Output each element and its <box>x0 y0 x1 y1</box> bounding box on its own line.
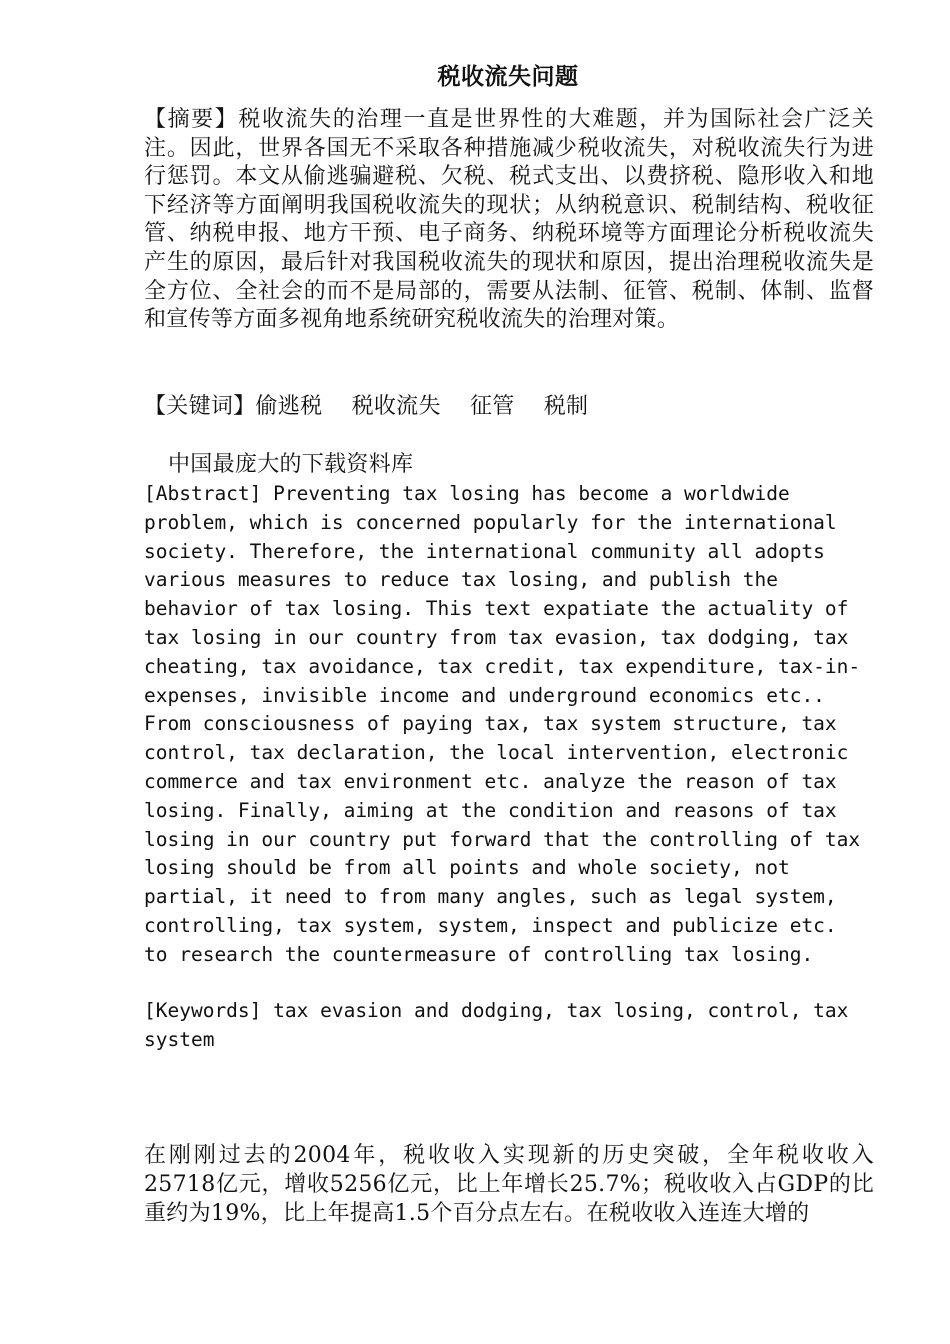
chinese-keywords: 【关键词】偷逃税 税收流失 征管 税制 <box>144 394 589 419</box>
english-keywords: [Keywords] tax evasion and dodging, tax losing, control, tax system <box>144 999 849 1051</box>
chinese-abstract: 【摘要】税收流失的治理一直是世界性的大难题，并为国际社会广泛关注。因此，世界各国无不采取各种措施减少税收流失，对税收流失行为进行惩罚。本文从偷逃骗避税、欠税、税式支出、以费挤税、隐形收入和地下经济等方面阐明我国税收流失的现状；从纳税意识、税制结构、税收征管、纳税申报、地方干预、电子商务、纳税环境等方面理论分析税收流失产生的原因，最后针对我国税收流失的现状和原因，提出治理税收流失是全方位、全社会的而不是局部的，需要从法制、征管、税制、体制、监督和宣传等方面多视角地系统研究税收流失的治理对策。 <box>144 107 874 333</box>
download-slogan: 中国最庞大的下载资料库 <box>168 452 414 477</box>
document-title: 税收流失问题 <box>437 63 579 90</box>
english-abstract: [Abstract] Preventing tax losing has become a worldwide problem, which is concerned popularly for the international society. Therefore, the international community all adopts various measures to reduce tax losing, and publish the behavior of tax losing. This text expatiate the actuality of tax losing in our country from tax evasion, tax dodging, tax cheating, tax avoidance, tax credit, tax expenditure, tax-in- expenses, invisible income and underground economics etc.. From consciousness of paying tax, tax system structure, tax control, tax declaration, the local intervention, electronic commerce and tax environment etc. analyze the reason of tax losing. Finally, aiming at the condition and reasons of tax losing in our country put forward that the controlling of tax losing should be from all points and whole society, not partial, it need to from many angles, such as legal system, controlling, tax system, system, inspect and publicize etc. to research the countermeasure of controlling tax losing. <box>144 482 861 966</box>
body-paragraph: 在刚刚过去的2004年，税收收入实现新的历史突破，全年税收收入25718亿元，增收5256亿元，比上年增长25.7%；税收收入占GDP的比重约为19%，比上年提高1.5个百分点左右。在税收收入连连大增的 <box>144 1143 874 1226</box>
